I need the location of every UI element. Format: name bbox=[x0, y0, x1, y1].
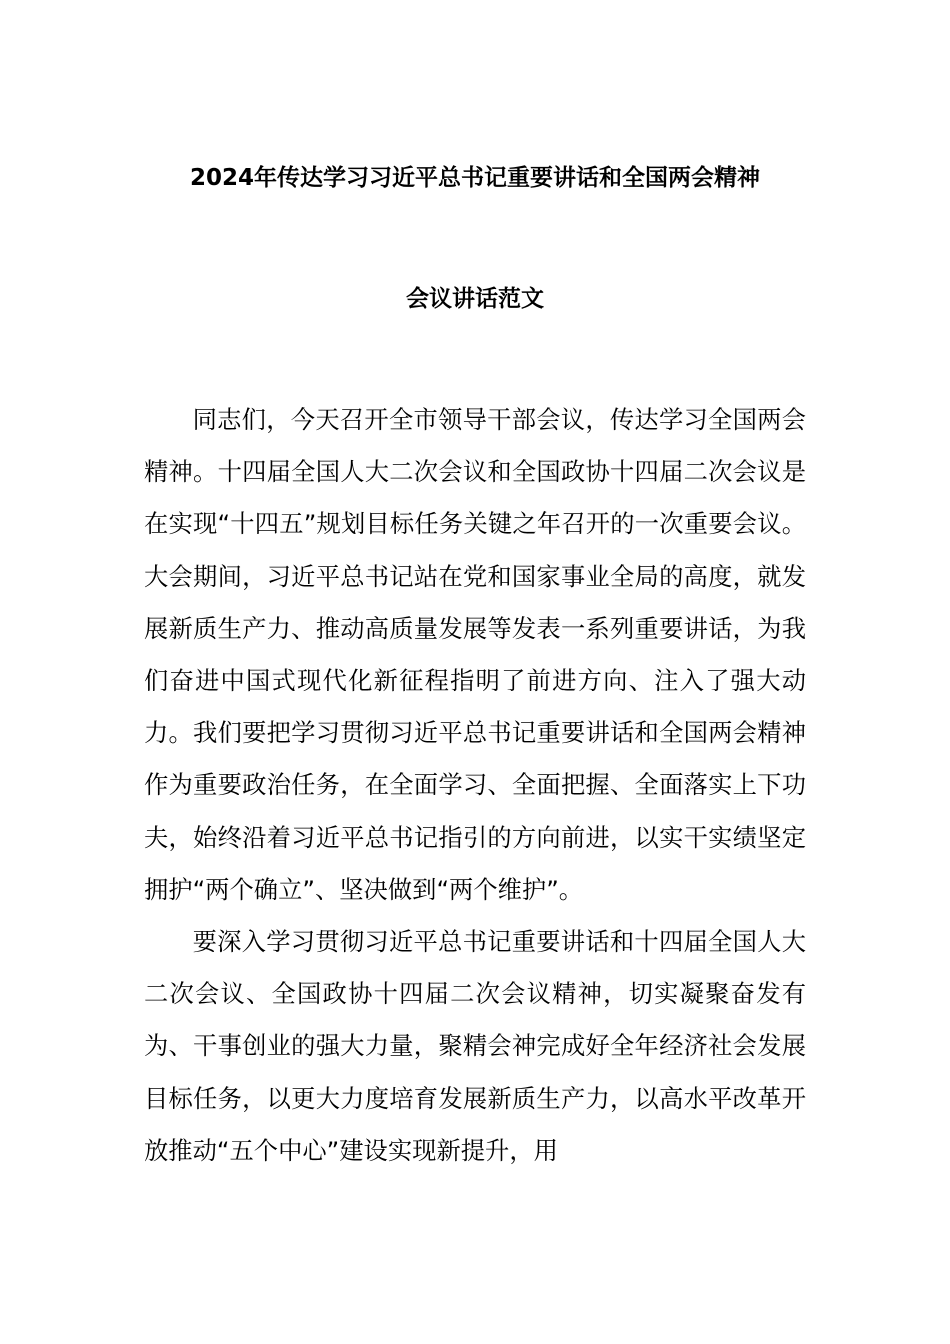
body-paragraph-1: 同志们，今天召开全市领导干部会议，传达学习全国两会精神。十四届全国人大二次会议和全国政协十四届二次会议是在实现“十四五”规划目标任务关键之年召开的一次重要会议。大会期间，习近平总书记站在党和国家事业全局的高度，就发展新质生产力、推动高质量发展等发表一系列重要讲话，为我们奋进中国式现代化新征程指明了前进方向、注入了强大动力。我们要把学习贯彻习近平总书记重要讲话和全国两会精神作为重要政治任务，在全面学习、全面把握、全面落实上下功夫，始终沿着习近平总书记指引的方向前进，以实干实绩坚定拥护“两个确立”、坚决做到“两个维护”。 bbox=[144, 405, 806, 904]
body-paragraph-2: 要深入学习贯彻习近平总书记重要讲话和十四届全国人大二次会议、全国政协十四届二次会议精神，切实凝聚奋发有为、干事创业的强大力量，聚精会神完成好全年经济社会发展目标任务，以更大力度培育发展新质生产力，以高水平改革开放推动“五个中心”建设实现新提升，用 bbox=[144, 927, 806, 1165]
document-title-line-2: 会议讲话范文 bbox=[406, 286, 544, 312]
document-title-line-1: 2024年传达学习习近平总书记重要讲话和全国两会精神 bbox=[189, 165, 760, 191]
document-body bbox=[144, 394, 806, 1177]
